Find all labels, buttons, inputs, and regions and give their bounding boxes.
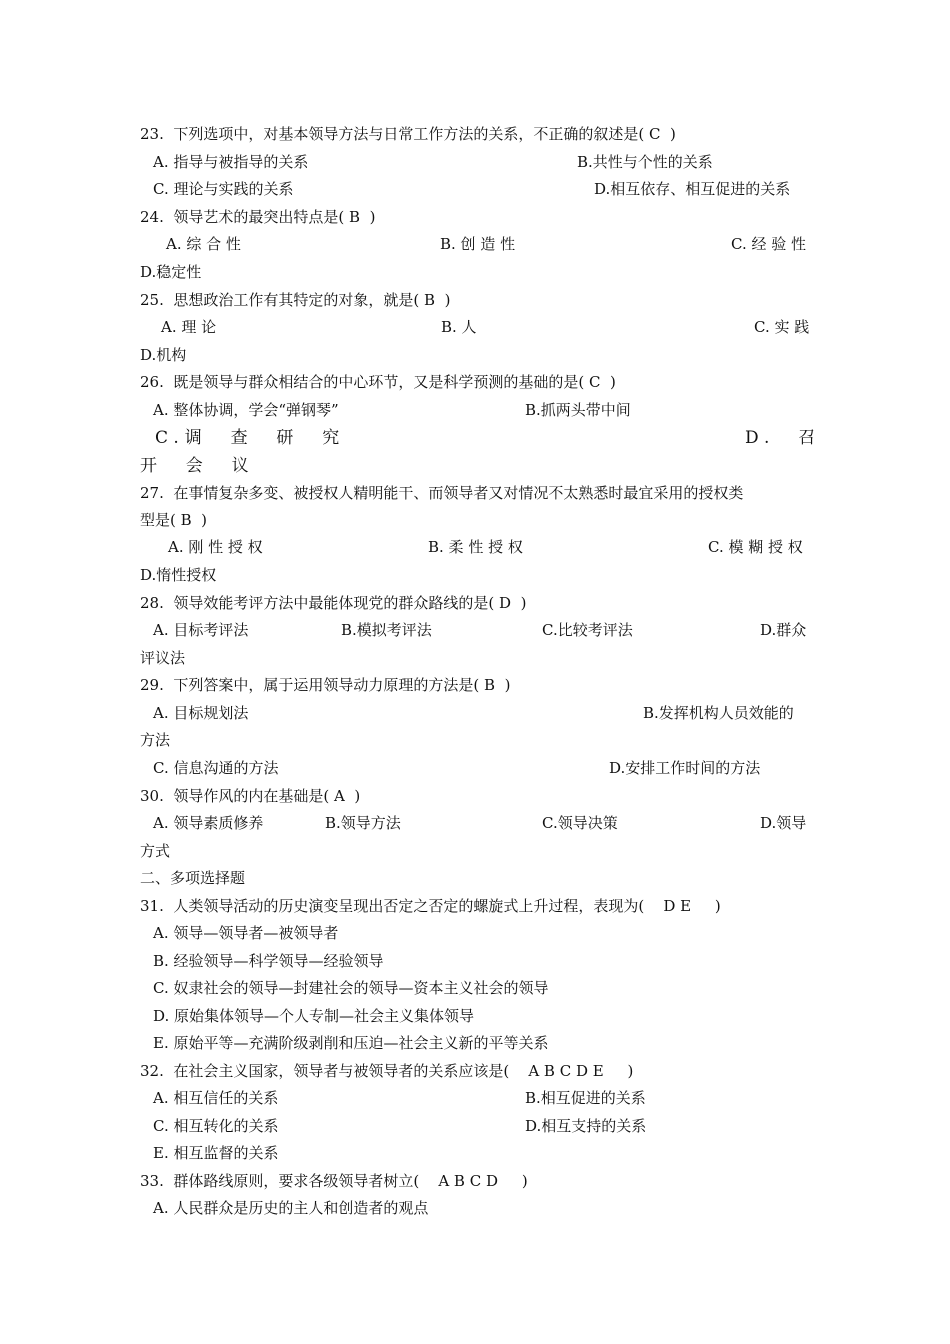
- q24-stem: 24. 领导艺术的最突出特点是( B ): [140, 208, 376, 226]
- q29-option-c: C. 信息沟通的方法: [153, 759, 279, 777]
- q24-option-b: B. 创 造 性: [440, 235, 516, 253]
- q29-stem: 29. 下列答案中，属于运用领导动力原理的方法是( B ): [140, 676, 511, 694]
- q28-option-d: D.群众: [760, 621, 807, 639]
- q27-option-c: C. 模 糊 授 权: [708, 538, 803, 556]
- q26-option-c: C.调 查 研 究: [155, 428, 346, 448]
- q31-option-a: A. 领导—领导者—被领导者: [153, 924, 339, 942]
- q25-option-b: B. 人: [441, 318, 477, 336]
- section-heading-multiple-choice: 二、多项选择题: [140, 869, 246, 887]
- q30-option-d: D.领导: [760, 814, 807, 832]
- q25-option-a: A. 理 论: [161, 318, 217, 336]
- q25-option-d: D.机构: [140, 346, 187, 364]
- q30-option-c: C.领导决策: [542, 814, 618, 832]
- q27-stem-continued: 型是( B ): [140, 511, 208, 529]
- q28-option-b: B.模拟考评法: [341, 621, 432, 639]
- q31-option-c: C. 奴隶社会的领导—封建社会的领导—资本主义社会的领导: [153, 979, 549, 997]
- q31-option-b: B. 经验领导—科学领导—经验领导: [153, 952, 384, 970]
- q28-stem: 28. 领导效能考评方法中最能体现党的群众路线的是( D ): [140, 594, 527, 612]
- q27-option-a: A. 刚 性 授 权: [168, 538, 263, 556]
- q29-option-d: D.安排工作时间的方法: [609, 759, 761, 777]
- q32-option-d: D.相互支持的关系: [525, 1117, 647, 1135]
- q29-option-b-continued: 方法: [140, 731, 171, 749]
- q31-option-e: E. 原始平等—充满阶级剥削和压迫—社会主义新的平等关系: [153, 1034, 549, 1052]
- q23-option-c: C. 理论与实践的关系: [153, 180, 294, 198]
- q28-option-a: A. 目标考评法: [153, 621, 249, 639]
- q29-option-b: B.发挥机构人员效能的: [643, 704, 794, 722]
- q23-stem: 23. 下列选项中，对基本领导方法与日常工作方法的关系，不正确的叙述是( C ): [140, 125, 676, 143]
- q32-option-c: C. 相互转化的关系: [153, 1117, 279, 1135]
- q32-stem: 32. 在社会主义国家，领导者与被领导者的关系应该是( A B C D E ): [140, 1062, 634, 1080]
- q33-option-a: A. 人民群众是历史的主人和创造者的观点: [153, 1199, 429, 1217]
- q25-option-c: C. 实 践: [754, 318, 810, 336]
- q24-option-a: A. 综 合 性: [166, 235, 241, 253]
- q32-option-e: E. 相互监督的关系: [153, 1144, 279, 1162]
- q30-option-b: B.领导方法: [325, 814, 401, 832]
- q27-option-b: B. 柔 性 授 权: [428, 538, 523, 556]
- q30-stem: 30. 领导作风的内在基础是( A ): [140, 787, 361, 805]
- q32-option-b: B.相互促进的关系: [525, 1089, 646, 1107]
- q28-option-c: C.比较考评法: [542, 621, 633, 639]
- q26-stem: 26. 既是领导与群众相结合的中心环节，又是科学预测的基础的是( C ): [140, 373, 616, 391]
- q24-option-c: C. 经 验 性: [731, 235, 807, 253]
- q26-option-a: A. 整体协调，学会“弹钢琴”: [153, 401, 339, 419]
- q23-option-d: D.相互依存、相互促进的关系: [594, 180, 791, 198]
- q26-option-d-continued: 开 会 议: [140, 456, 255, 476]
- q23-option-b: B.共性与个性的关系: [577, 153, 713, 171]
- q26-option-d: D. 召: [745, 428, 822, 448]
- q31-option-d: D. 原始集体领导—个人专制—社会主义集体领导: [153, 1007, 475, 1025]
- q27-option-d: D.惰性授权: [140, 566, 217, 584]
- q28-option-d-continued: 评议法: [140, 649, 186, 667]
- q30-option-a: A. 领导素质修养: [153, 814, 264, 832]
- q32-option-a: A. 相互信任的关系: [153, 1089, 279, 1107]
- q24-option-d: D.稳定性: [140, 263, 202, 281]
- q25-stem: 25. 思想政治工作有其特定的对象，就是( B ): [140, 291, 451, 309]
- q23-option-a: A. 指导与被指导的关系: [153, 153, 309, 171]
- q29-option-a: A. 目标规划法: [153, 704, 249, 722]
- q30-option-d-continued: 方式: [140, 842, 171, 860]
- q26-option-b: B.抓两头带中间: [525, 401, 631, 419]
- q31-stem: 31. 人类领导活动的历史演变呈现出否定之否定的螺旋式上升过程，表现为( D E ): [140, 897, 721, 915]
- q27-stem: 27. 在事情复杂多变、被授权人精明能干、而领导者又对情况不太熟悉时最宜采用的授权类: [140, 484, 744, 502]
- q33-stem: 33. 群体路线原则，要求各级领导者树立( A B C D ): [140, 1172, 528, 1190]
